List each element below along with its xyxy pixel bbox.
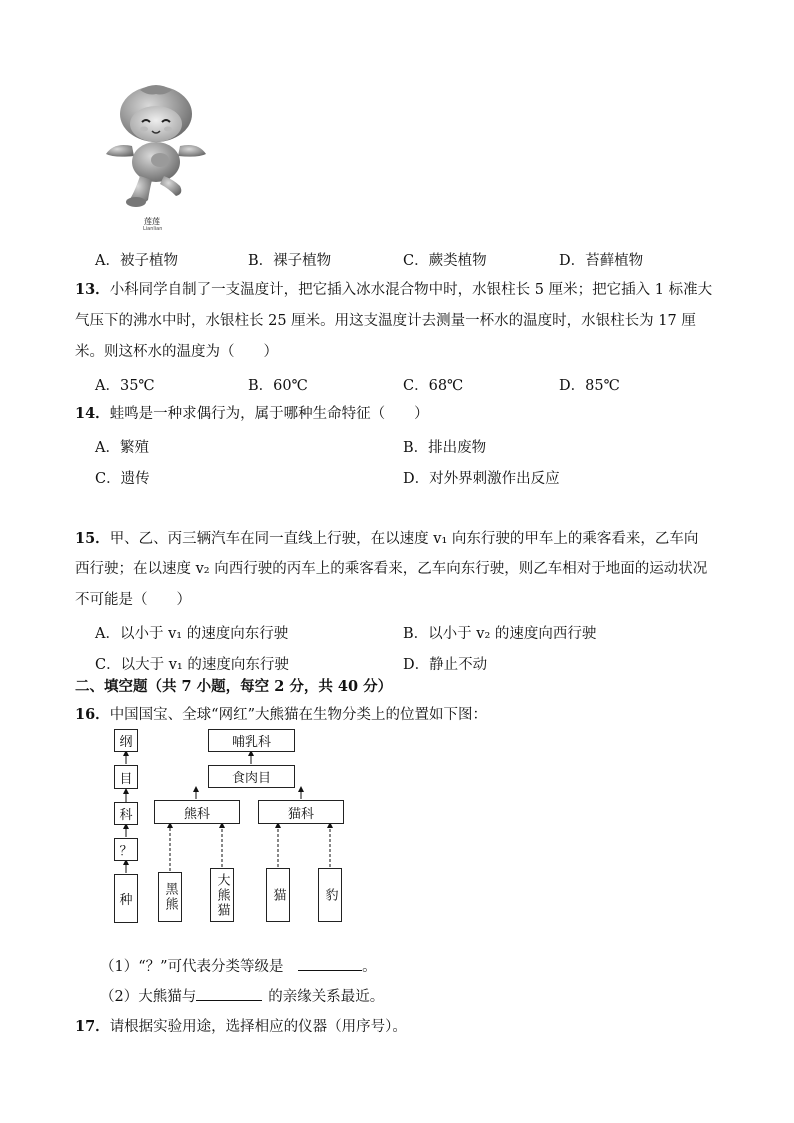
q15-option-d[interactable]: D．静止不动	[403, 657, 488, 673]
mascot-caption: 莲莲	[144, 217, 160, 226]
q16-sub1-text: （1）“？”可代表分类等级是	[100, 959, 284, 975]
box-mammalia: 哺乳科	[208, 729, 295, 752]
q16-sub-2	[100, 986, 384, 1006]
q15-option-b[interactable]: B．以小于 v₂ 的速度向西行驶	[403, 626, 597, 642]
box-species: 种	[114, 874, 138, 923]
q13-option-c[interactable]: C．68℃	[403, 378, 464, 394]
q13-stem-1: 小科同学自制了一支温度计，把它插入冰水混合物中时，水银柱长 5 厘米；把它插入 1 标准大	[109, 282, 713, 298]
box-black-bear: 黑熊	[158, 872, 182, 922]
q12-option-b[interactable]: B．裸子植物	[248, 253, 332, 269]
q15-stem-1: 甲、乙、丙三辆汽车在同一直线上行驶，在以速度 v₁ 向东行驶的甲车上的乘客看来，乙车向	[109, 531, 699, 547]
q14-option-d[interactable]: D．对外界刺激作出反应	[403, 471, 560, 487]
q17-number: 17．	[75, 1018, 110, 1035]
q16-sub2-end: 的亲缘关系最近。	[268, 989, 385, 1005]
section-title-fill-in: 二、填空题（共 7 小题，每空 2 分，共 40 分）	[75, 678, 393, 695]
q16-sub2-text: （2）大熊猫与	[100, 989, 197, 1005]
box-cat: 猫	[266, 868, 290, 922]
q15-line-2: 西行驶；在以速度 v₂ 向西行驶的丙车上的乘客看来，乙车向东行驶，则乙车相对于地面的运动状况	[75, 561, 708, 577]
box-family: 科	[114, 802, 138, 825]
box-order: 目	[114, 765, 138, 789]
q16-sub1-blank[interactable]	[298, 956, 362, 971]
q13-option-a[interactable]: A．35℃	[95, 378, 155, 394]
box-unknown-rank: ？	[114, 838, 138, 861]
q14-stem: 蛙鸣是一种求偶行为，属于哪种生命特征（ ）	[109, 406, 429, 422]
q17-stem: 请根据实验用途，选择相应的仪器（用序号）。	[109, 1019, 407, 1035]
q14-option-c[interactable]: C．遗传	[95, 471, 150, 487]
q14-number: 14．	[75, 405, 110, 422]
q12-option-a[interactable]: A．被子植物	[95, 253, 178, 269]
q15-option-c[interactable]: C．以大于 v₁ 的速度向东行驶	[95, 657, 289, 673]
box-felidae: 猫科	[258, 800, 344, 824]
q15-option-a[interactable]: A．以小于 v₁ 的速度向东行驶	[95, 626, 289, 642]
q15-line-3: 不可能是（ ）	[75, 592, 191, 608]
q17-line	[75, 1018, 407, 1036]
box-carnivora: 食肉目	[208, 765, 295, 788]
q13-number: 13．	[75, 281, 110, 298]
q12-option-c[interactable]: C．蕨类植物	[403, 253, 487, 269]
q16-sub1-end: 。	[362, 959, 377, 975]
q13-option-b[interactable]: B．60℃	[248, 378, 308, 394]
box-leopard: 豹	[318, 868, 342, 922]
q13-option-d[interactable]: D．85℃	[559, 378, 620, 394]
box-class: 纲	[114, 729, 138, 752]
q16-stem: 中国国宝、全球“网红”大熊猫在生物分类上的位置如下图：	[109, 707, 488, 723]
q14-option-a[interactable]: A．繁殖	[95, 440, 149, 456]
q13-line-2: 气压下的沸水中时，水银柱长 25 厘米。用这支温度计去测量一杯水的温度时，水银柱长为 17 厘	[75, 313, 696, 329]
q13-line-3: 米。则这杯水的温度为（ ）	[75, 344, 278, 360]
q16-sub2-blank[interactable]	[196, 986, 262, 1001]
q16-number: 16．	[75, 706, 110, 723]
q16-sub-1	[100, 956, 377, 976]
q12-option-d[interactable]: D．苔藓植物	[559, 253, 644, 269]
mascot-caption-en: Lianlian	[143, 226, 163, 232]
q15-number: 15．	[75, 530, 110, 547]
q14-option-b[interactable]: B．排出废物	[403, 440, 487, 456]
box-ursidae: 熊科	[154, 800, 240, 824]
box-giant-panda: 大熊猫	[210, 868, 234, 922]
